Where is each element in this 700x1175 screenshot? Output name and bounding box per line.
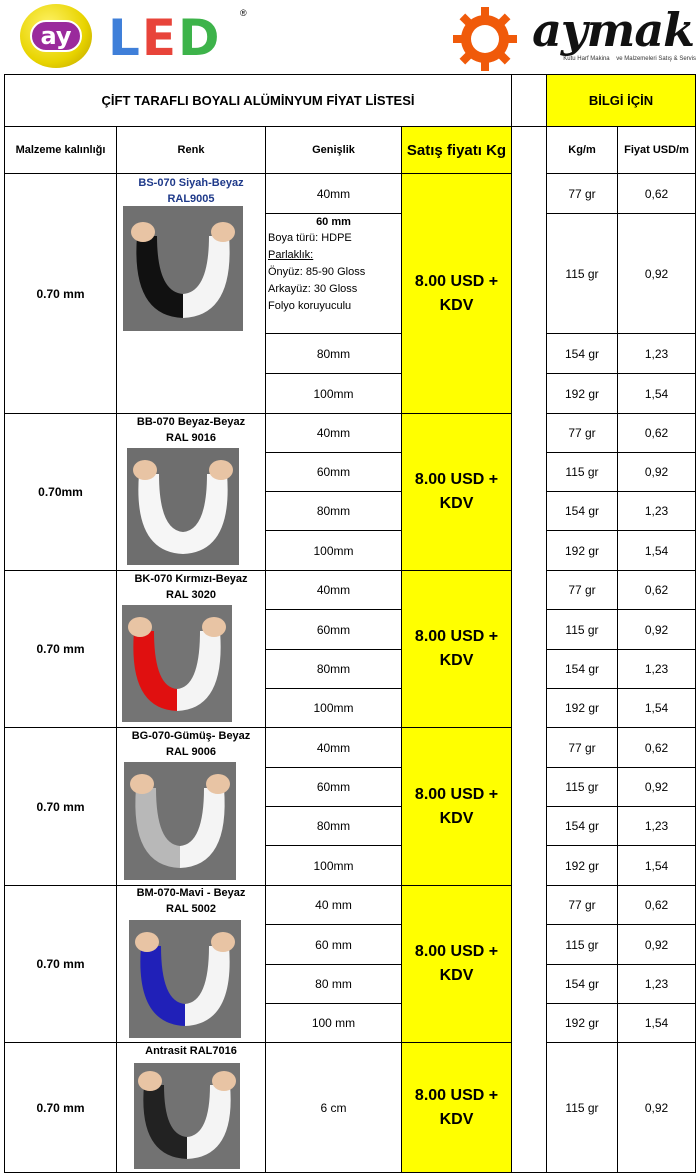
width-cell: 80 mm [265,964,402,1004]
strip-photo [129,920,241,1038]
ayled-logo [20,4,250,70]
ay-logo-letters: ay [40,22,72,50]
product-name: BS-070 Siyah-Beyaz RAL9005 [138,177,244,205]
width-cell: 100mm [265,373,402,414]
kgm-cell: 77 gr [546,173,618,214]
kgm-cell: 77 gr [546,885,618,925]
width-cell: 60mm [265,452,402,492]
width-cell: 100mm [265,688,402,728]
usd-cell: 0,92 [617,609,696,650]
product-name: BG-070-Gümüş- Beyaz RAL 9006 [131,730,251,758]
kgm-cell: 115 gr [546,924,618,965]
width-cell: 80mm [265,491,402,531]
price-cell: 8.00 USD + KDV [401,570,512,728]
product-photo-white-white [127,448,239,565]
price-cell: 8.00 USD + KDV [401,885,512,1043]
ay-logo-inner [30,20,82,52]
kgm-cell: 115 gr [546,213,618,334]
thickness-cell: 0.70 mm [4,885,117,1043]
width-cell: 80mm [265,649,402,689]
product-photo-red-white [122,605,232,722]
width-cell: 100 mm [265,1003,402,1043]
usd-cell: 1,23 [617,333,696,374]
thickness-cell: 0.70 mm [4,727,117,886]
product-photo-black-white [123,206,243,331]
product-name: BB-070 Beyaz-Beyaz RAL 9016 [136,416,246,444]
kgm-cell: 192 gr [546,688,618,728]
usd-cell: 1,23 [617,649,696,689]
col-header-thickness: Malzeme kalınlığı [4,126,117,174]
kgm-cell: 115 gr [546,609,618,650]
kgm-cell: 77 gr [546,727,618,768]
price-cell: 8.00 USD + KDV [401,727,512,886]
strip-photo [134,1063,240,1169]
usd-cell: 1,23 [617,964,696,1004]
width-cell: 60 mm [265,924,402,965]
kgm-cell: 115 gr [546,1042,618,1173]
usd-cell: 0,62 [617,885,696,925]
usd-cell: 0,92 [617,767,696,807]
price-cell: 8.00 USD + KDV [401,173,512,414]
usd-cell: 1,54 [617,845,696,886]
width-cell: 40mm [265,173,402,214]
kgm-cell: 154 gr [546,806,618,846]
width-cell: 40mm [265,727,402,768]
usd-cell: 1,23 [617,491,696,531]
strip-photo [127,448,239,565]
width-cell: 60mm [265,767,402,807]
kgm-cell: 192 gr [546,530,618,571]
col-header-price: Satış fiyatı Kg [401,126,512,174]
kgm-cell: 192 gr [546,373,618,414]
kgm-cell: 115 gr [546,767,618,807]
kgm-cell: 154 gr [546,964,618,1004]
aymak-logo-text: aymak [532,3,694,57]
led-logo-text: LED [108,9,222,67]
usd-cell: 0,92 [617,924,696,965]
thickness-cell: 0.70 mm [4,1042,117,1173]
price-list-title: ÇİFT TARAFLI BOYALI ALÜMİNYUM FİYAT LİSTESİ [4,74,512,127]
col-header-width: Genişlik [265,126,402,174]
product-photo-blue-white [129,920,241,1038]
width-cell: 60mm [265,609,402,650]
usd-cell: 0,92 [617,213,696,334]
width-cell: 6 cm [265,1042,402,1173]
usd-cell: 1,54 [617,688,696,728]
price-cell: 8.00 USD + KDV [401,413,512,571]
product-name: BK-070 Kırmızı-Beyaz RAL 3020 [134,573,248,601]
kgm-cell: 192 gr [546,1003,618,1043]
info-title: BİLGİ İÇİN [546,74,696,127]
usd-cell: 0,92 [617,452,696,492]
paint-details: Boya türü: HDPE Parlaklık: Önyüz: 85-90 Gloss Arkayüz: 30 Gloss Folyo koruyuculu [268,232,366,312]
usd-cell: 0,62 [617,727,696,768]
width-cell: 80mm [265,333,402,374]
usd-cell: 1,54 [617,1003,696,1043]
usd-cell: 1,23 [617,806,696,846]
product-photo-silver-white [124,762,236,880]
product-photo-anthracite [134,1063,240,1169]
aymak-tagline: Kutu Harf Makina ve Malzemeleri Satış & Servis [563,56,696,62]
width-cell: 40 mm [265,885,402,925]
width-cell: 100mm [265,530,402,571]
strip-photo [123,206,243,331]
column-gap [511,126,547,1173]
product-name: Antrasit RAL7016 [145,1045,237,1057]
kgm-cell: 77 gr [546,413,618,453]
strip-photo [124,762,236,880]
aymak-logo [450,0,698,72]
width-cell: 40mm [265,413,402,453]
usd-cell: 0,62 [617,173,696,214]
width-title: 60 mm [316,216,351,228]
col-header-color: Renk [116,126,266,174]
thickness-cell: 0.70mm [4,413,117,571]
usd-cell: 0,62 [617,570,696,610]
usd-cell: 1,54 [617,530,696,571]
col-header-usd: Fiyat USD/m [617,126,696,174]
col-header-kgm: Kg/m [546,126,618,174]
kgm-cell: 192 gr [546,845,618,886]
width-cell: 100mm [265,845,402,886]
thickness-cell: 0.70 mm [4,570,117,728]
title-spacer [511,74,547,127]
product-name: BM-070-Mavi - Beyaz RAL 5002 [136,887,246,915]
width-cell: 80mm [265,806,402,846]
strip-photo [122,605,232,722]
kgm-cell: 115 gr [546,452,618,492]
kgm-cell: 77 gr [546,570,618,610]
thickness-cell: 0.70 mm [4,173,117,414]
usd-cell: 0,62 [617,413,696,453]
price-cell: 8.00 USD + KDV [401,1042,512,1173]
usd-cell: 1,54 [617,373,696,414]
kgm-cell: 154 gr [546,649,618,689]
usd-cell: 0,92 [617,1042,696,1173]
kgm-cell: 154 gr [546,333,618,374]
registered-mark: ® [240,8,247,18]
width-cell: 40mm [265,570,402,610]
kgm-cell: 154 gr [546,491,618,531]
